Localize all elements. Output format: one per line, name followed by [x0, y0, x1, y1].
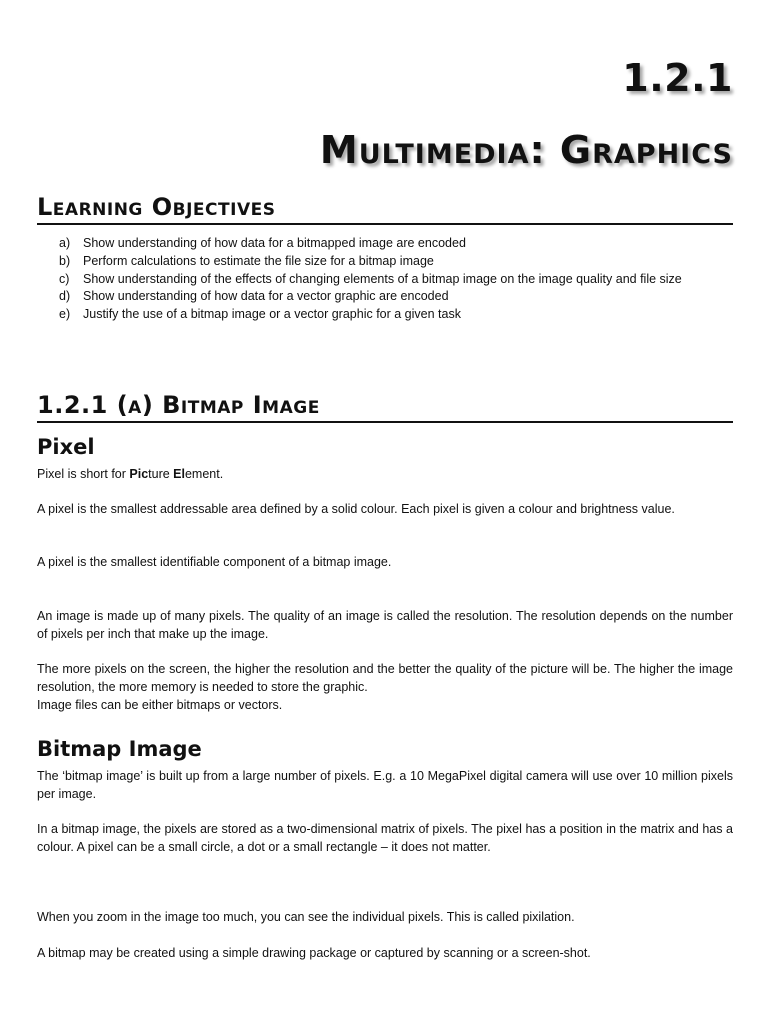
bitmap-image-heading: Bitmap Image	[37, 737, 202, 761]
bitmap-paragraph-1: The ‘bitmap image’ is built up from a large number of pixels. E.g. a 10 MegaPixel digital camera will use over 10 million pixels per image.	[37, 769, 733, 801]
list-marker: e)	[59, 307, 71, 322]
bitmap-paragraph-2: In a bitmap image, the pixels are stored as a two-dimensional matrix of pixels. The pixel has a position in the matrix and has a colour. A pixel can be a small circle, a dot or a small rectangle – it does not matter.	[37, 822, 733, 854]
pixel-heading: Pixel	[37, 435, 95, 459]
pixel-definition-prefix: Pixel is short for	[37, 467, 130, 481]
pixel-definition	[37, 465, 733, 483]
pixel-paragraph-3: An image is made up of many pixels. The quality of an image is called the resolution. The resolution depends on the number of pixels per inch that make up the image.	[37, 609, 733, 641]
pixel-paragraph-4-line-1: The more pixels on the screen, the higher the resolution and the better the quality of the picture will be. The higher the image resolution, the more memory is needed to store the graphic.	[37, 662, 733, 694]
pixel-definition-ement: ement.	[184, 467, 224, 481]
list-marker: b)	[59, 253, 71, 268]
list-item-text: Show understanding of the effects of changing elements of a bitmap image on the image quality and file size	[83, 271, 682, 286]
pixel-paragraph-4	[37, 660, 733, 714]
list-item	[37, 288, 733, 306]
list-item-text: Show understanding of how data for a bitmapped image are encoded	[83, 236, 466, 250]
list-item-text: Show understanding of how data for a vector graphic are encoded	[83, 289, 449, 304]
pixel-definition-ture: ture	[148, 467, 174, 481]
pixel-paragraph-1: A pixel is the smallest addressable area defined by a solid colour. Each pixel is given a colour and brightness value.	[37, 502, 675, 516]
pic-bold: Pic	[129, 467, 149, 481]
pixel-paragraph-2: A pixel is the smallest identifiable component of a bitmap image.	[37, 555, 392, 569]
list-item-text: Perform calculations to estimate the file size for a bitmap image	[83, 253, 434, 268]
section-heading-bitmap-image: 1.2.1 (a) Bitmap Image	[37, 390, 733, 423]
chapter-number: 1.2.1	[622, 56, 733, 100]
list-marker: a)	[59, 236, 71, 250]
document-page	[37, 0, 733, 1024]
bitmap-paragraph-4: A bitmap may be created using a simple drawing package or captured by scanning or a screen-shot.	[37, 946, 591, 960]
list-marker: d)	[59, 289, 71, 304]
el-bold: El	[173, 467, 185, 481]
list-item-text: Justify the use of a bitmap image or a vector graphic for a given task	[83, 307, 461, 322]
list-item	[37, 271, 733, 289]
learning-objectives-heading: Learning Objectives	[37, 192, 733, 225]
list-item	[37, 306, 733, 324]
bitmap-paragraph-3: When you zoom in the image too much, you can see the individual pixels. This is called pixilation.	[37, 910, 575, 924]
list-item	[37, 235, 733, 253]
pixel-paragraph-4-line-2: Image files can be either bitmaps or vectors.	[37, 698, 283, 712]
list-item	[37, 253, 733, 271]
list-marker: c)	[59, 271, 70, 286]
chapter-title: Multimedia: Graphics	[319, 128, 733, 172]
learning-objectives-list	[37, 235, 733, 324]
